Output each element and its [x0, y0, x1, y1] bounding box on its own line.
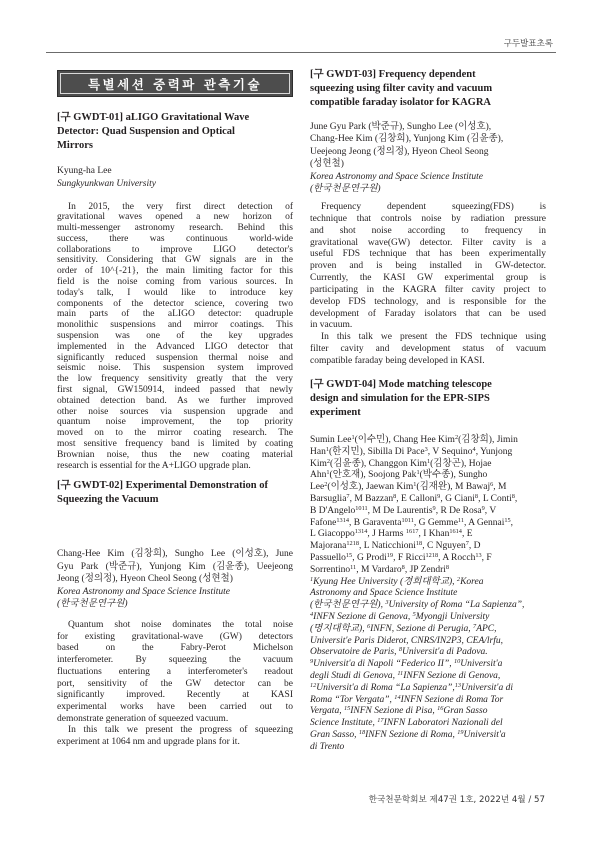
- text-run: INFN Sezione di Genova,: [403, 670, 501, 681]
- affiliation-superscript: 7: [346, 492, 350, 500]
- author-list: [310, 121, 546, 171]
- text-run: INFN Laboratori Nazionali del: [383, 718, 503, 729]
- affiliation-superscript: 14: [394, 693, 401, 701]
- author-block: [57, 548, 293, 611]
- affiliation-superscript: 2: [326, 457, 331, 465]
- text-run: (안호재), Soojong Pak: [329, 470, 417, 481]
- text-line: Mirrors: [57, 140, 93, 151]
- text-run: Ahn: [310, 470, 327, 481]
- text-run: , F: [481, 552, 492, 563]
- text-line: suspension was one of the key upgrades: [57, 331, 293, 342]
- affiliation-superscript: 4: [472, 445, 476, 453]
- text-line: [310, 553, 546, 565]
- affiliation-superscript: 2: [454, 434, 459, 441]
- affiliation-superscript: 1617: [405, 528, 419, 536]
- text-line: useful FDS technique that has been experimentally: [310, 249, 546, 260]
- text-run: , C Nguyen: [422, 541, 466, 552]
- affiliation-superscript: 7: [465, 540, 469, 548]
- abstract-title: [57, 479, 293, 507]
- text-run: , B Garaventa: [348, 517, 402, 528]
- affiliation-superscript: 2: [456, 575, 461, 583]
- text-line: in vacuum.: [310, 320, 353, 331]
- text-line: [310, 600, 546, 612]
- text-run: Myongji University: [415, 611, 490, 622]
- text-run: , V Sequino: [427, 446, 473, 457]
- text-line: (한국천문연구원): [310, 184, 381, 195]
- affiliation-superscript: 1314: [336, 516, 349, 524]
- affiliation-list: [57, 178, 293, 191]
- text-run: , L Conti: [478, 493, 512, 504]
- text-run: Gran Sasso,: [310, 729, 359, 740]
- text-run: , M: [493, 482, 507, 493]
- affiliation-superscript: 8: [393, 492, 397, 500]
- text-run: Majorana: [310, 541, 347, 552]
- affiliation-superscript: 17: [377, 717, 384, 725]
- text-line: interferometer. By squeezing the vacuum: [57, 655, 293, 666]
- text-line: Quantum shot noise dominates the total noise: [68, 620, 293, 630]
- text-run: INFN, Sezione di Perugia,: [370, 623, 474, 634]
- paragraph: [310, 202, 546, 332]
- text-run: INFN Sezione di Pisa,: [350, 706, 438, 717]
- affiliation-superscript: 9: [437, 492, 441, 500]
- text-line: Kyung-ha Lee: [57, 165, 112, 176]
- text-line: today's talk, I would like to introduce key: [57, 287, 293, 298]
- text-run: Universit'a di: [461, 682, 513, 693]
- text-run: degli Studi di Genova,: [310, 670, 398, 681]
- text-line: [310, 624, 546, 636]
- text-run: , E: [461, 529, 473, 540]
- text-run: Universit'a di Roma “La Sapienza”,: [316, 682, 455, 693]
- text-line: Detector: Quad Suspension and Optical: [57, 126, 235, 137]
- text-run: , A Gennai: [464, 517, 505, 528]
- affiliation-superscript: 1: [325, 445, 329, 453]
- text-line: [310, 647, 546, 659]
- abstract-title: [57, 111, 293, 153]
- text-line: [310, 659, 546, 671]
- text-line: fluctuations entering a interferometer's readout: [57, 666, 293, 677]
- text-line: (성현철): [310, 159, 344, 170]
- affiliation-superscript: 8: [401, 563, 405, 571]
- affiliation-superscript: 3: [424, 445, 428, 453]
- text-run: , L Naticchioni: [359, 541, 416, 552]
- text-run: , R De Rosa: [435, 505, 482, 516]
- affiliation-superscript: 15: [345, 551, 353, 559]
- page-footer-citation: 한국천문학회보 제47권 1호, 2022년 4월 / 57: [368, 795, 545, 805]
- text-run: (김재완), M Bawaj: [416, 482, 491, 493]
- text-run: (김창곤), Hojae: [430, 458, 492, 469]
- affiliation-superscript: 1: [416, 469, 420, 477]
- text-line: proven and is being installed in GW-detector.: [310, 261, 546, 272]
- affiliation-superscript: 6: [366, 622, 371, 630]
- affiliation-superscript: 1: [326, 469, 330, 477]
- affiliation-superscript: 19: [457, 728, 464, 736]
- text-run: INFN Sezione di Roma,: [365, 729, 458, 740]
- text-line: [310, 470, 546, 482]
- affiliation-superscript: 13: [475, 551, 482, 559]
- affiliation-superscript: 1: [351, 434, 355, 441]
- affiliation-superscript: 1: [426, 457, 431, 465]
- text-run: , G Ciani: [440, 493, 475, 504]
- author-block: [310, 121, 546, 195]
- author-block: [57, 165, 293, 191]
- affiliation-superscript: 8: [474, 492, 479, 500]
- affiliation-superscript: 16: [437, 705, 444, 713]
- text-line: main parts of the aLIGO detector: quadruple: [57, 309, 293, 320]
- text-run: Passuello: [310, 552, 346, 563]
- text-run: (명지대학교),: [310, 623, 367, 634]
- text-line: [310, 612, 546, 624]
- text-line: [310, 718, 546, 730]
- affiliation-superscript: 3: [385, 599, 389, 607]
- affiliation-superscript: 9: [310, 658, 314, 666]
- text-run: Science Institute,: [310, 718, 378, 729]
- text-line: June Gyu Park (박준규), Sungho Lee (이성호),: [310, 122, 492, 132]
- text-line: participating in the KAGRA filter cavity project to: [310, 284, 546, 295]
- text-run: (김윤종), Changgon Kim: [330, 458, 427, 469]
- text-line: [310, 435, 546, 447]
- text-line: In 2015, the very first direct detection of: [68, 201, 293, 212]
- affiliation-superscript: 18: [358, 728, 366, 736]
- text-line: Jeong (정의정), Hyeon Cheol Seong (성현철): [57, 574, 233, 584]
- text-line: Chang-Hee Kim (김창희), Sungho Lee (이성호), June: [57, 549, 293, 559]
- text-line: [310, 459, 546, 471]
- text-line: [310, 730, 546, 742]
- text-run: (이수민), Chang Hee Kim: [354, 435, 455, 445]
- text-line: monolithic suspensions and mirror coatings. This: [57, 320, 293, 331]
- abstract-title: [310, 68, 546, 110]
- text-run: , E Calloni: [396, 493, 438, 504]
- text-run: , F Ricci: [393, 552, 426, 563]
- text-line: di Trento: [310, 741, 345, 752]
- text-line: Brownian noise, thus the new coating material: [57, 449, 293, 460]
- affiliation-superscript: 11: [350, 563, 357, 571]
- text-line: In this talk we present the progress of squeezing: [68, 725, 293, 736]
- text-line: [310, 683, 546, 695]
- text-run: Lee: [310, 482, 325, 493]
- text-line: demonstrate generation of squeezed vacuum.: [57, 713, 229, 724]
- affiliation-superscript: 8: [445, 563, 450, 571]
- text-run: Universit'a: [463, 729, 506, 740]
- text-line: and shot noise according to frequency in: [310, 225, 546, 236]
- text-run: , V: [484, 505, 497, 516]
- text-run: Kim: [310, 458, 327, 469]
- text-run: Vergata,: [310, 706, 344, 717]
- abstract-body: [57, 620, 293, 749]
- text-line: experimental works have been carried out to: [57, 701, 293, 712]
- affiliation-superscript: 8: [511, 492, 515, 500]
- text-run: L Giacoppo: [310, 529, 355, 540]
- text-line: moved on to the mirror coating research. The: [57, 428, 293, 439]
- text-line: [310, 706, 546, 718]
- text-run: (한지민), Sibilla Di Pace: [328, 446, 425, 457]
- text-run: , G Gemme: [413, 517, 458, 528]
- text-run: ,: [510, 517, 514, 528]
- text-line: Squeezing the Vacuum: [57, 494, 159, 505]
- text-line: most sensitive frequency band is limited by coating: [57, 439, 293, 450]
- affiliation-list: [310, 577, 546, 754]
- text-line: port, sensitivity of the GW detector can be: [57, 678, 293, 689]
- text-line: [구 GWDT-02] Experimental Demonstration of: [57, 480, 268, 491]
- text-line: Ueejeong Jeong (정의정), Hyeon Cheol Seong: [310, 146, 489, 157]
- text-line: technique that controls noise by radiation pressure: [310, 213, 546, 224]
- text-line: seismic noise. This suspension system improved: [57, 363, 293, 374]
- text-run: Han: [310, 446, 326, 457]
- text-line: compatible faraday being developed in KASI.: [310, 355, 485, 366]
- text-run: Gran Sasso: [443, 706, 488, 717]
- affiliation-superscript: 1011: [401, 516, 414, 524]
- affiliation-superscript: 19: [386, 551, 394, 559]
- text-run: Fafone: [310, 517, 337, 528]
- text-line: Gyu Park (박준규), Yunjong Kim (김윤종), Ueejeong: [57, 561, 293, 572]
- author-list: [57, 165, 293, 178]
- affiliation-superscript: 1314: [354, 528, 368, 536]
- text-line: field is the noise coming from various sources. In: [57, 277, 293, 288]
- text-run: , A Rocch: [438, 552, 476, 563]
- text-run: (한국천문연구원),: [310, 600, 386, 611]
- text-run: University of Roma “La Sapienza”,: [388, 600, 525, 611]
- session-banner: [57, 70, 293, 97]
- text-run: Universit'a di Napoli “Federico II”,: [313, 659, 454, 670]
- text-line: Chang-Hee Kim (김창희), Yunjong Kim (김윤종),: [310, 134, 504, 145]
- text-run: Sorrentino: [310, 564, 351, 575]
- affiliation-superscript: 11: [457, 516, 464, 524]
- affiliation-superscript: 9: [432, 504, 436, 512]
- text-line: Currently, the KASI GW experimental group is: [310, 273, 546, 284]
- text-run: , G Prodi: [352, 552, 387, 563]
- text-run: (이성호), Jaewan Kim: [327, 482, 414, 493]
- text-line: implemented in the Advanced LIGO detector that: [57, 341, 293, 352]
- affiliation-superscript: 2: [324, 481, 328, 489]
- affiliation-superscript: 1011: [355, 504, 368, 512]
- text-run: INFN Sezione di Genova,: [313, 611, 413, 622]
- text-line: compatible faraday isolator for KAGRA: [310, 97, 492, 108]
- text-run: APC,: [476, 623, 497, 634]
- text-line: collaborations to improve LIGO detector's: [57, 244, 293, 255]
- text-line: Sungkyunkwan University: [57, 178, 156, 189]
- text-line: [310, 577, 546, 589]
- text-line: first signal, GW150914, indeed passed that newly: [57, 385, 293, 396]
- header-rule: [46, 52, 556, 53]
- text-run: Universit'a di Padova.: [402, 647, 488, 658]
- text-line: obtained detection band. As we further improved: [57, 395, 293, 406]
- running-header: 구두발표초록: [503, 39, 553, 49]
- text-line: experiment at 1064 nm and upgrade plans for it.: [57, 737, 240, 748]
- affiliation-superscript: 6: [490, 481, 494, 489]
- text-line: quantum noise improvement, the top priority: [57, 417, 293, 428]
- text-run: , JP Zendri: [404, 564, 446, 575]
- text-line: sensitivity. Considering that GW signals are in the: [57, 255, 293, 266]
- affiliation-superscript: 11: [397, 669, 404, 677]
- abstract-title: [310, 378, 546, 420]
- session-banner-title: 특별세션 중력파 관측기술: [87, 76, 263, 92]
- text-line: squeezing using filter cavity and vacuum: [310, 83, 493, 94]
- text-line: Frequency dependent squeezing(FDS) is: [321, 202, 546, 212]
- text-line: order of 10^{-21}, the main limiting factor for this: [57, 266, 293, 277]
- abstract-body: [57, 202, 293, 472]
- text-line: design and simulation for the EPR-SIPS: [310, 393, 490, 404]
- text-line: multi-messenger astronomy research. Behind this: [57, 223, 293, 234]
- text-run: INFN Sezione di Roma Tor: [400, 694, 504, 705]
- text-line: other noise sources via suspension upgrade and: [57, 406, 293, 417]
- text-line: [구 GWDT-03] Frequency dependent: [310, 69, 476, 80]
- affiliation-superscript: 1: [413, 481, 417, 489]
- text-run: , D: [468, 541, 481, 552]
- affiliation-superscript: 1614: [449, 528, 462, 536]
- text-run: B D'Angelo: [310, 505, 356, 516]
- paragraph: [310, 332, 546, 368]
- text-run: Sumin Lee: [310, 435, 352, 445]
- author-list: [57, 548, 293, 586]
- text-line: Astronomy and Space Science Institute: [310, 588, 458, 599]
- text-run: , M Bazzan: [349, 493, 394, 504]
- abstract-body: [310, 202, 546, 368]
- affiliation-superscript: 12: [310, 681, 317, 689]
- paragraph: [57, 725, 293, 748]
- paragraph: [57, 202, 293, 472]
- text-line: development of Faraday isolators that can be used: [310, 308, 546, 319]
- text-line: gravitational waves opened a new horizon of: [57, 212, 293, 223]
- text-line: develop FDS technology, and is responsible for the: [310, 296, 546, 307]
- text-run: Universit'a: [460, 659, 503, 670]
- affiliation-list: [310, 171, 546, 196]
- affiliation-superscript: 1: [310, 575, 314, 583]
- text-line: significantly improved. Recently at KASI: [57, 690, 293, 701]
- text-run: Korea: [460, 576, 484, 587]
- text-line: [310, 671, 546, 683]
- text-line: [310, 494, 546, 506]
- text-line: for existing gravitational-wave (GW) detectors: [57, 631, 293, 642]
- affiliation-superscript: 7: [473, 622, 477, 630]
- text-line: filter cavity and development status of vacuum: [310, 344, 546, 355]
- text-line: [310, 565, 546, 577]
- text-line: [구 GWDT-01] aLIGO Gravitational Wave: [57, 112, 250, 123]
- text-line: [310, 518, 546, 530]
- text-run: , J Harms: [367, 529, 406, 540]
- text-line: (한국천문연구원): [57, 599, 128, 609]
- affiliation-list: [57, 586, 293, 611]
- text-line: components of the detector science, covering two: [57, 298, 293, 309]
- affiliation-superscript: 15: [504, 516, 511, 524]
- text-line: gravitational wave(GW) detector. Filter cavity is a: [310, 237, 546, 248]
- affiliation-superscript: 1218: [425, 551, 439, 559]
- affiliation-superscript: 9: [481, 504, 485, 512]
- paragraph: [57, 620, 293, 725]
- text-line: experiment: [310, 407, 361, 418]
- text-line: Universit'e Paris Diderot, CNRS/IN2P3, CEA/lrfu,: [310, 635, 503, 646]
- affiliation-superscript: 5: [412, 610, 416, 618]
- text-line: the low frequency sensitivity greatly that the very: [57, 374, 293, 385]
- affiliation-superscript: 1218: [346, 540, 359, 548]
- author-list: [310, 435, 546, 577]
- affiliation-superscript: 8: [398, 646, 402, 654]
- affiliation-superscript: 13: [454, 681, 462, 689]
- affiliation-superscript: 4: [310, 610, 314, 618]
- text-run: , I Khan: [418, 529, 450, 540]
- text-run: Barsuglia: [310, 493, 347, 504]
- text-line: research is essential for the A+LIGO upgrade plan.: [57, 460, 251, 471]
- text-line: [구 GWDT-04] Mode matching telescope: [310, 379, 492, 390]
- text-run: Observatoire de Paris,: [310, 647, 399, 658]
- text-line: success, there was continuous world-wide: [57, 233, 293, 244]
- text-line: Korea Astronomy and Space Science Institute: [310, 171, 483, 182]
- author-block: [310, 435, 546, 754]
- text-run: , M Vardaro: [356, 564, 402, 575]
- text-run: , M De Laurentis: [367, 505, 433, 516]
- text-run: ,: [514, 493, 518, 504]
- text-line: Korea Astronomy and Space Science Institute: [57, 586, 230, 597]
- text-run: Roma “Tor Vergata”,: [310, 694, 395, 705]
- affiliation-superscript: 10: [453, 658, 461, 666]
- text-line: based on the Fabry-Perot Michelson: [57, 643, 293, 654]
- text-run: (김창희), Jimin: [458, 435, 518, 445]
- affiliation-superscript: 15: [343, 705, 351, 713]
- affiliation-superscript: 18: [415, 540, 423, 548]
- text-line: In this talk we present the FDS technique using: [321, 332, 546, 343]
- text-run: (박수종), Sungho: [419, 470, 488, 481]
- text-line: significantly reduced suspension thermal noise and: [57, 352, 293, 363]
- text-run: , Yunjong: [475, 446, 513, 457]
- text-run: Kyung Hee University (경희대학교),: [313, 576, 457, 587]
